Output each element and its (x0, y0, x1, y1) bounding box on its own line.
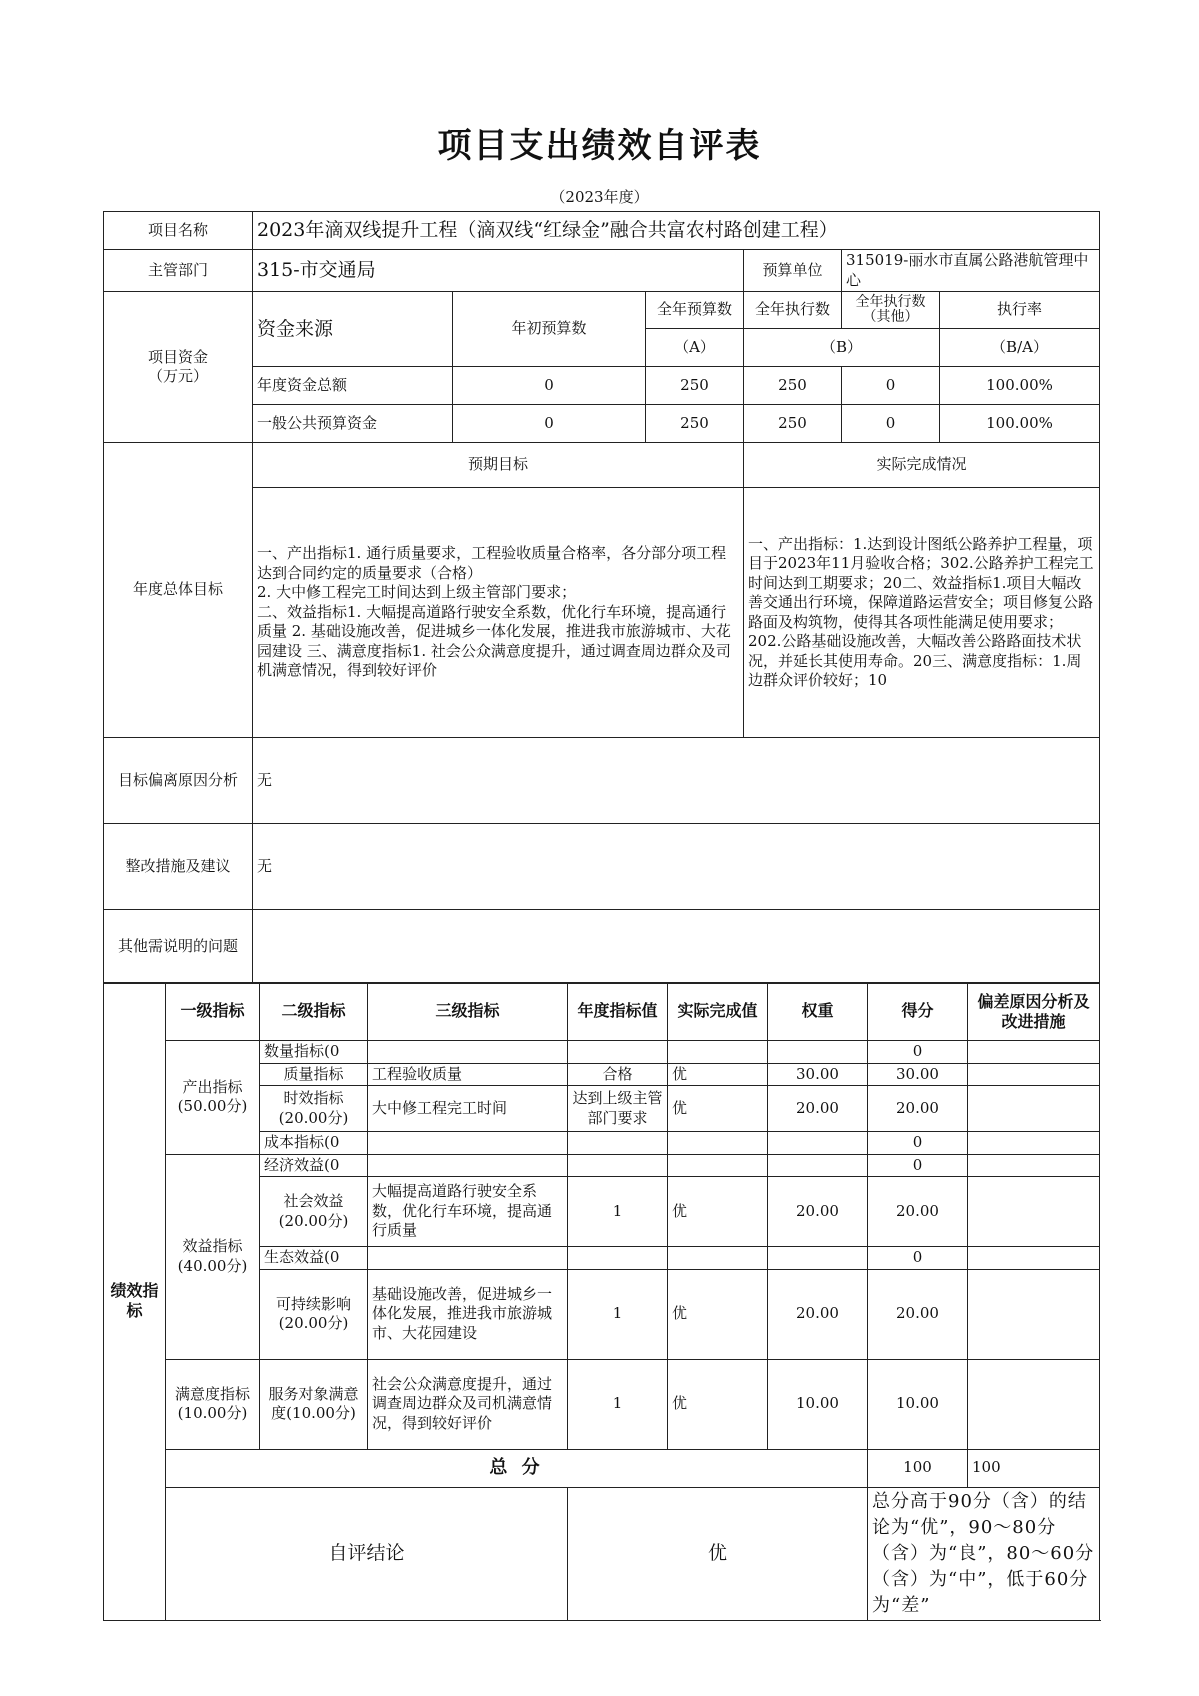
perf-score: 20.00 (868, 1177, 968, 1247)
perf-weight (768, 1154, 868, 1177)
conclusion-label: 自评结论 (166, 1487, 568, 1620)
perf-l3 (368, 1132, 568, 1155)
perf-header-analysis: 偏差原因分析及改进措施 (968, 983, 1100, 1041)
funds-row-rate: 100.00% (940, 405, 1100, 443)
funds-row-initial: 0 (453, 405, 646, 443)
rectify-value: 无 (253, 824, 1100, 910)
perf-l2: 数量指标(0 (260, 1041, 368, 1064)
deviation-value: 无 (253, 738, 1100, 824)
perf-target: 1 (568, 1359, 668, 1449)
perf-l3: 工程验收质量 (368, 1063, 568, 1086)
funds-a-label: （A） (646, 329, 744, 367)
perf-l2: 成本指标(0 (260, 1132, 368, 1155)
perf-target (568, 1154, 668, 1177)
perf-score: 20.00 (868, 1086, 968, 1132)
budget-unit-label: 预算单位 (744, 250, 842, 292)
perf-header-actual: 实际完成值 (668, 983, 768, 1041)
funds-row-exec: 250 (744, 367, 842, 405)
goals-actual-text: 一、产出指标：1.达到设计图纸公路养护工程量，项目于2023年11月验收合格；302.公路养护工程完工时间达到工期要求；20二、效益指标1.项目大幅改善交通出行环境，保障道路运营安全；项目修复公路路面及构筑物，使得其各项性能满足使用要求；202.公路基础设施改善，大幅改善公路路面技术状况，并延长其使用寿命。20三、满意度指标：1.周边群众评价较好；10 (744, 488, 1100, 738)
perf-weight: 30.00 (768, 1063, 868, 1086)
perf-actual (668, 1132, 768, 1155)
perf-score: 30.00 (868, 1063, 968, 1086)
perf-analysis (968, 1086, 1100, 1132)
funds-rate-label: 执行率 (940, 292, 1100, 329)
total-weight: 100 (868, 1449, 968, 1487)
perf-l2: 质量指标 (260, 1063, 368, 1086)
perf-group-label: 绩效指标 (104, 983, 166, 1621)
table-row (104, 1041, 1100, 1064)
funds-annual-exec-label: 全年执行数 (744, 292, 842, 329)
perf-l3 (368, 1247, 568, 1270)
perf-target: 达到上级主管部门要求 (568, 1086, 668, 1132)
funds-row-name: 年度资金总额 (253, 367, 453, 405)
perf-analysis (968, 1154, 1100, 1177)
perf-target: 合格 (568, 1063, 668, 1086)
perf-l2: 时效指标 (20.00分) (260, 1086, 368, 1132)
page-title: 项目支出绩效自评表 (437, 126, 762, 166)
funds-row-initial: 0 (453, 367, 646, 405)
perf-actual: 优 (668, 1063, 768, 1086)
perf-benefit-label: 效益指标 (40.00分) (166, 1154, 260, 1359)
funds-source-label: 资金来源 (253, 292, 453, 367)
perf-header-l2: 二级指标 (260, 983, 368, 1041)
year-label: （2023年度） (550, 188, 649, 206)
perf-target (568, 1132, 668, 1155)
funds-ba-label: （B/A） (940, 329, 1100, 367)
perf-analysis (968, 1132, 1100, 1155)
goals-expected-text: 一、产出指标1. 通行质量要求，工程验收质量合格率，各分部分项工程达到合同约定的质量要求（合格） 2. 大中修工程完工时间达到上级主管部门要求； 二、效益指标1. 大幅提高道路行驶安全系数，优化行车环境，提高通行质量 2. 基础设施改善，促进城乡一体化发展，推进我市旅游城市、大花园建设 三、满意度指标1. 社会公众满意度提升，通过调查周边群众及司机满意情况，得到较好评价 (253, 488, 744, 738)
perf-l3: 基础设施改善，促进城乡一体化发展，推进我市旅游城市、大花园建设 (368, 1269, 568, 1359)
funds-label: 项目资金 （万元） (104, 292, 253, 443)
funds-row-budget: 250 (646, 367, 744, 405)
funds-row-rate: 100.00% (940, 367, 1100, 405)
perf-weight: 20.00 (768, 1086, 868, 1132)
perf-weight (768, 1247, 868, 1270)
perf-satisfaction-label: 满意度指标 (10.00分) (166, 1359, 260, 1449)
funds-annual-budget-label: 全年预算数 (646, 292, 744, 329)
perf-actual (668, 1041, 768, 1064)
perf-header-target: 年度指标值 (568, 983, 668, 1041)
funds-row-exec: 250 (744, 405, 842, 443)
perf-target (568, 1041, 668, 1064)
perf-target (568, 1247, 668, 1270)
perf-actual: 优 (668, 1269, 768, 1359)
perf-header-weight: 权重 (768, 983, 868, 1041)
table-row (104, 1359, 1100, 1449)
funds-row-other: 0 (842, 367, 940, 405)
perf-analysis (968, 1177, 1100, 1247)
goals-expected-label: 预期目标 (253, 443, 744, 488)
perf-l3: 社会公众满意度提升，通过调查周边群众及司机满意情况，得到较好评价 (368, 1359, 568, 1449)
perf-actual (668, 1247, 768, 1270)
conclusion-value: 优 (568, 1487, 868, 1620)
funds-annual-exec-other-label: 全年执行数（其他） (842, 292, 940, 329)
perf-score: 20.00 (868, 1269, 968, 1359)
perf-table (103, 982, 1100, 1621)
perf-l2: 服务对象满意度(10.00分) (260, 1359, 368, 1449)
perf-l3 (368, 1154, 568, 1177)
funds-row-budget: 250 (646, 405, 744, 443)
perf-actual (668, 1154, 768, 1177)
funds-row-general (104, 405, 1100, 443)
deviation-label: 目标偏离原因分析 (104, 738, 253, 824)
perf-l3: 大幅提高道路行驶安全系数，优化行车环境，提高通行质量 (368, 1177, 568, 1247)
perf-analysis (968, 1247, 1100, 1270)
total-row (104, 1449, 1100, 1487)
funds-b-label: （B） (744, 329, 940, 367)
perf-output-label: 产出指标 (50.00分) (166, 1041, 260, 1155)
perf-l2: 经济效益(0 (260, 1154, 368, 1177)
perf-weight (768, 1041, 868, 1064)
perf-l2: 社会效益 (20.00分) (260, 1177, 368, 1247)
project-name-value: 2023年滴双线提升工程（滴双线“红绿金”融合共富农村路创建工程） (253, 212, 1100, 250)
perf-analysis (968, 1063, 1100, 1086)
funds-row-other: 0 (842, 405, 940, 443)
perf-l3 (368, 1041, 568, 1064)
perf-score: 0 (868, 1041, 968, 1064)
perf-l2: 生态效益(0 (260, 1247, 368, 1270)
total-label: 总 分 (166, 1449, 868, 1487)
funds-row-name: 一般公共预算资金 (253, 405, 453, 443)
conclusion-note: 总分高于90分（含）的结论为“优”，90～80分（含）为“良”，80～60分（含）为“中”，低于60分为“差” (868, 1487, 1100, 1620)
perf-analysis (968, 1269, 1100, 1359)
goals-label: 年度总体目标 (104, 443, 253, 738)
table-row (104, 1154, 1100, 1177)
perf-header-score: 得分 (868, 983, 968, 1041)
conclusion-row (104, 1487, 1100, 1620)
rectify-label: 整改措施及建议 (104, 824, 253, 910)
other-label: 其他需说明的问题 (104, 910, 253, 984)
funds-row-total (104, 367, 1100, 405)
perf-target: 1 (568, 1177, 668, 1247)
perf-actual: 优 (668, 1359, 768, 1449)
perf-weight: 20.00 (768, 1269, 868, 1359)
perf-score: 0 (868, 1132, 968, 1155)
perf-weight: 20.00 (768, 1177, 868, 1247)
perf-actual: 优 (668, 1177, 768, 1247)
perf-actual: 优 (668, 1086, 768, 1132)
perf-header-l1: 一级指标 (166, 983, 260, 1041)
perf-weight: 10.00 (768, 1359, 868, 1449)
perf-l2: 可持续影响 (20.00分) (260, 1269, 368, 1359)
perf-score: 10.00 (868, 1359, 968, 1449)
perf-target: 1 (568, 1269, 668, 1359)
perf-analysis (968, 1359, 1100, 1449)
total-score: 100 (968, 1449, 1100, 1487)
funds-initial-label: 年初预算数 (453, 292, 646, 367)
project-name-label: 项目名称 (104, 212, 253, 250)
dept-label: 主管部门 (104, 250, 253, 292)
perf-score: 0 (868, 1154, 968, 1177)
perf-weight (768, 1132, 868, 1155)
budget-unit-value: 315019-丽水市直属公路港航管理中心 (842, 250, 1100, 292)
info-table (103, 211, 1100, 984)
perf-analysis (968, 1041, 1100, 1064)
other-value (253, 910, 1100, 984)
perf-header-l3: 三级指标 (368, 983, 568, 1041)
perf-l3: 大中修工程完工时间 (368, 1086, 568, 1132)
dept-value: 315-市交通局 (253, 250, 744, 292)
goals-actual-label: 实际完成情况 (744, 443, 1100, 488)
perf-score: 0 (868, 1247, 968, 1270)
